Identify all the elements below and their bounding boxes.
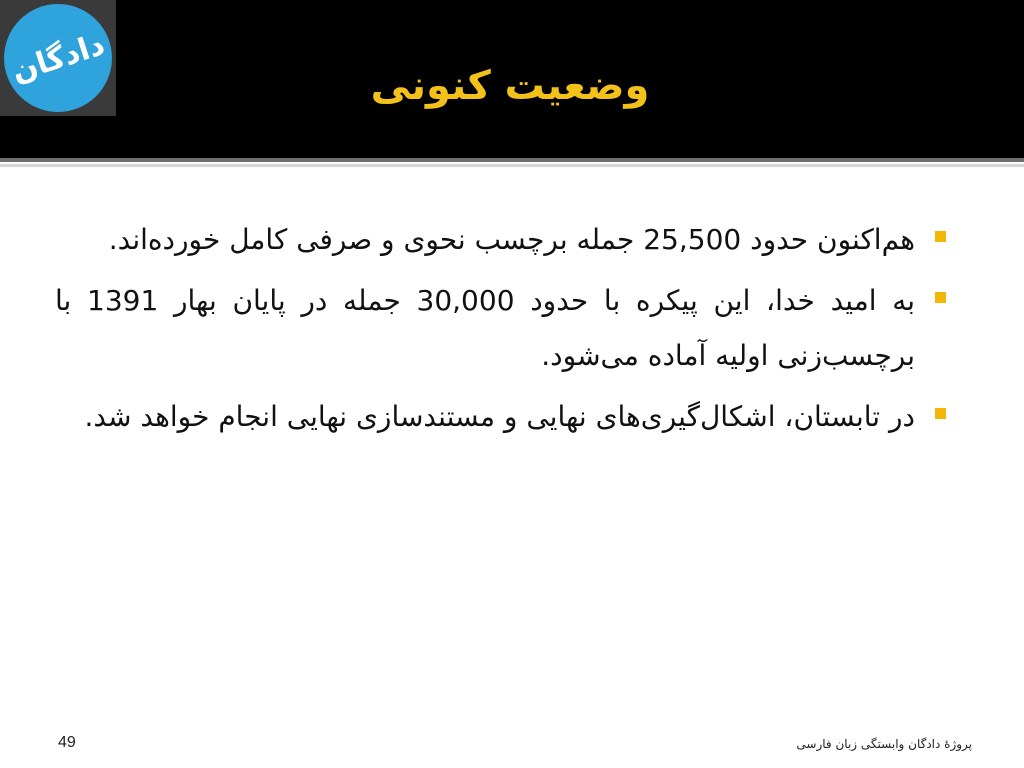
square-bullet-icon [935, 408, 946, 419]
header-divider-dark [0, 158, 1024, 162]
square-bullet-icon [935, 292, 946, 303]
bullet-list [55, 212, 950, 450]
footer-project-text: پروژهٔ دادگان وابستگی زبان فارسی [796, 737, 972, 751]
logo-container [0, 0, 116, 116]
square-bullet-icon [935, 231, 946, 242]
bullet-text: هم‌اکنون حدود 25,500 جمله برچسب نحوی و صرفی کامل خورده‌اند. [108, 223, 915, 256]
bullet-item-current-status [55, 212, 950, 267]
slide-title: وضعیت کنونی [370, 63, 650, 109]
page-number: 49 [58, 734, 76, 751]
bullet-item-spring-target [55, 273, 950, 383]
bullet-item-summer-plan [55, 389, 950, 444]
header-divider-light [0, 164, 1024, 167]
dadegan-logo-text: دادگان [7, 26, 109, 90]
bullet-text: در تابستان، اشکال‌گیری‌های نهایی و مستندسازی نهایی انجام خواهد شد. [84, 400, 915, 433]
bullet-text: به امید خدا، این پیکره با حدود 30,000 جمله در پایان بهار 1391 با برچسب‌زنی اولیه آماده می‌شود. [55, 284, 915, 372]
